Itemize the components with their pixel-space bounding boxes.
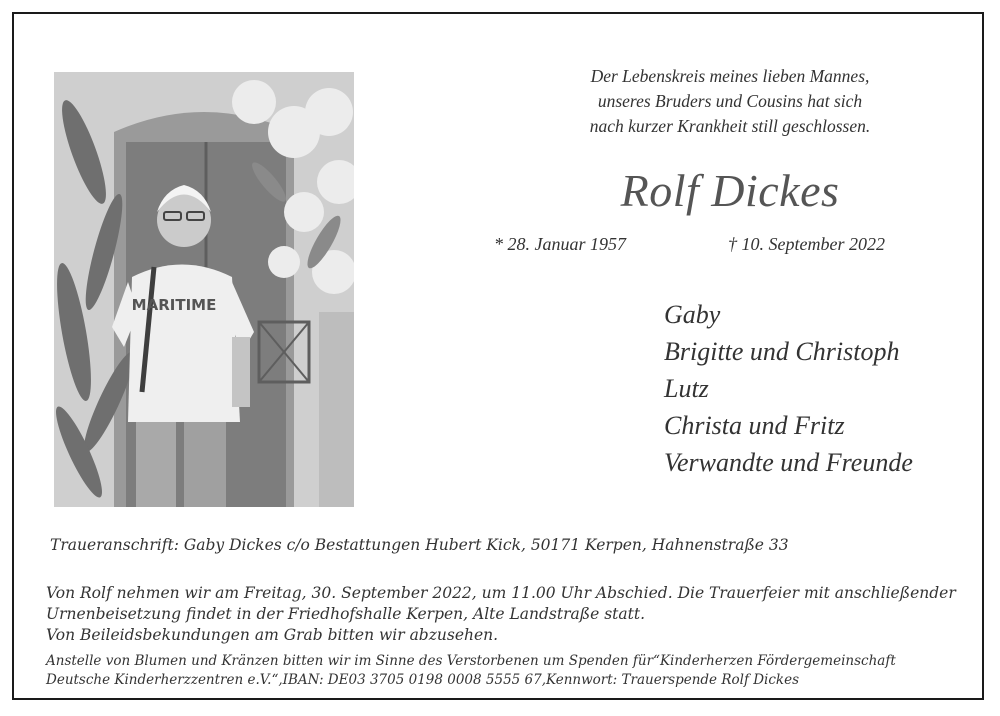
donation-notice	[46, 652, 976, 690]
mourner-item: Verwandte und Freunde	[664, 448, 913, 477]
birth-date: * 28. Januar 1957	[494, 234, 626, 254]
intro-line: Der Lebenskreis meines lieben Mannes,	[590, 66, 870, 86]
mourner-item: Christa und Fritz	[664, 411, 845, 440]
shirt-print: MARITIME	[131, 296, 217, 314]
farewell-line: Von Rolf nehmen wir am Freitag, 30. September 2022, um 11.00 Uhr Abschied. Die Trauerfeier mit anschließender	[46, 584, 956, 602]
intro-text	[560, 64, 900, 139]
death-date: † 10. September 2022	[728, 234, 885, 254]
farewell-notice	[46, 583, 976, 646]
donation-line: Anstelle von Blumen und Kränzen bitten wir im Sinne des Verstorbenen um Spenden für“Kinderherzen Fördergemeinschaft	[46, 653, 896, 669]
mourning-address: Traueranschrift: Gaby Dickes c/o Bestattungen Hubert Kick, 50171 Kerpen, Hahnenstraße 33	[50, 536, 789, 554]
farewell-line: Von Beileidsbekundungen am Grab bitten wir abzusehen.	[46, 626, 499, 644]
donation-line: Deutsche Kinderherzzentren e.V.“,IBAN: DE03 3705 0198 0008 5555 67,Kennwort: Trauerspende Rolf Dickes	[46, 672, 800, 688]
farewell-line: Urnenbeisetzung findet in der Friedhofshalle Kerpen, Alte Landstraße statt.	[46, 605, 646, 623]
intro-line: unseres Bruders und Cousins hat sich	[597, 91, 863, 111]
mourner-item: Brigitte und Christoph	[664, 337, 900, 366]
intro-line: nach kurzer Krankheit still geschlossen.	[589, 116, 871, 136]
portrait-illustration	[54, 72, 354, 507]
mourners-list	[664, 296, 913, 481]
mourner-item: Lutz	[664, 374, 709, 403]
deceased-name: Rolf Dickes	[620, 165, 840, 216]
mourner-item: Gaby	[664, 300, 721, 329]
portrait-photo	[54, 72, 354, 507]
